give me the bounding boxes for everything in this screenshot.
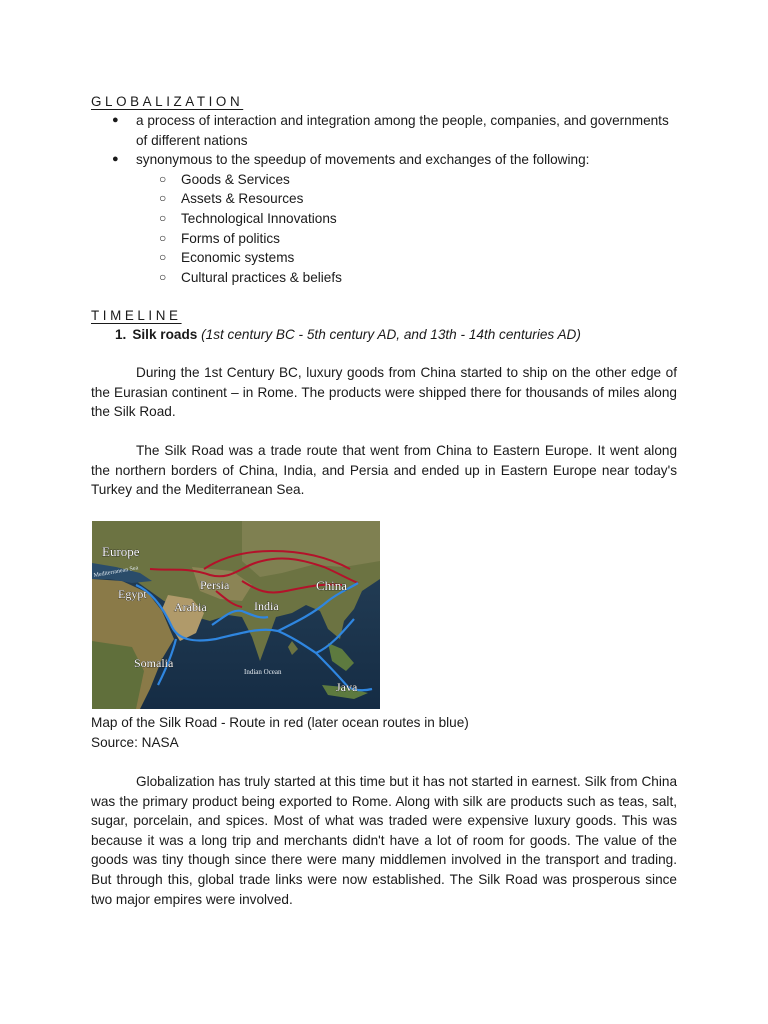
map-caption xyxy=(91,713,469,752)
sub-list-item: ○ Assets & Resources xyxy=(159,189,678,209)
map-label-india: India xyxy=(254,599,279,613)
paragraph: The Silk Road was a trade route that went from China to Eastern Europe. It went along the northern borders of China, India, and Persia and ended up in Eastern Europe near today's Turkey and the Mediterranean Sea. xyxy=(91,443,677,498)
list-item xyxy=(112,111,678,150)
sub-list-item: ○ Technological Innovations xyxy=(159,209,678,229)
silk-road-map-image xyxy=(92,521,380,709)
map-label-europe: Europe xyxy=(102,544,140,559)
exchanges-sub-list xyxy=(136,170,678,288)
item-title: Silk roads xyxy=(132,327,198,342)
timeline-item-silk-roads xyxy=(115,325,581,345)
sub-list-item: ○ Economic systems xyxy=(159,248,678,268)
sub-list-item: ○ Cultural practices & beliefs xyxy=(159,268,678,288)
caption-line: Map of the Silk Road - Route in red (later ocean routes in blue) xyxy=(91,715,469,730)
sub-list-item: ○ Forms of politics xyxy=(159,229,678,249)
bullet-text: a process of interaction and integration among the people, companies, and governments of different nations xyxy=(136,113,669,148)
map-label-china: China xyxy=(316,578,348,593)
item-dates: (1st century BC - 5th century AD, and 13th - 14th centuries AD) xyxy=(201,327,581,342)
map-label-mediterranean: Mediterranean Sea xyxy=(93,565,139,579)
map-label-egypt: Egypt xyxy=(118,587,147,601)
item-number: 1. xyxy=(115,327,127,342)
map-label-indian-ocean: Indian Ocean xyxy=(244,668,282,676)
globalization-heading: GLOBALIZATION xyxy=(91,94,244,109)
list-item xyxy=(112,150,678,287)
paragraph: Globalization has truly started at this time but it has not started in earnest. Silk from China was the primary product being exported to Rome. Along with silk are products such as teas, salt, sugar, porcelain, and spices. Most of what was traded were expensive luxury goods. This was because it was a long trip and merchants didn't have a lot of room for goods. The value of the goods was tiny though since there were many middlemen involved in the transport and trading. But through this, global trade links were now established. The Silk Road was prosperous since two major empires were involved. xyxy=(91,774,677,907)
sub-list-item: ○ Goods & Services xyxy=(159,170,678,190)
caption-source: Source: NASA xyxy=(91,734,179,750)
silk-road-map xyxy=(92,521,380,709)
map-label-somalia: Somalia xyxy=(134,656,174,670)
map-label-persia: Persia xyxy=(200,578,230,592)
bullet-text: synonymous to the speedup of movements and exchanges of the following: xyxy=(136,152,590,168)
map-label-arabia: Arabia xyxy=(174,600,207,614)
paragraph: During the 1st Century BC, luxury goods from China started to ship on the other edge of the Eurasian continent – in Rome. The products were shipped there for thousands of miles along the Silk Road. xyxy=(91,365,677,420)
globalization-bullet-list xyxy=(112,111,678,287)
map-label-java: Java xyxy=(336,680,358,694)
timeline-heading: TIMELINE xyxy=(91,308,182,323)
